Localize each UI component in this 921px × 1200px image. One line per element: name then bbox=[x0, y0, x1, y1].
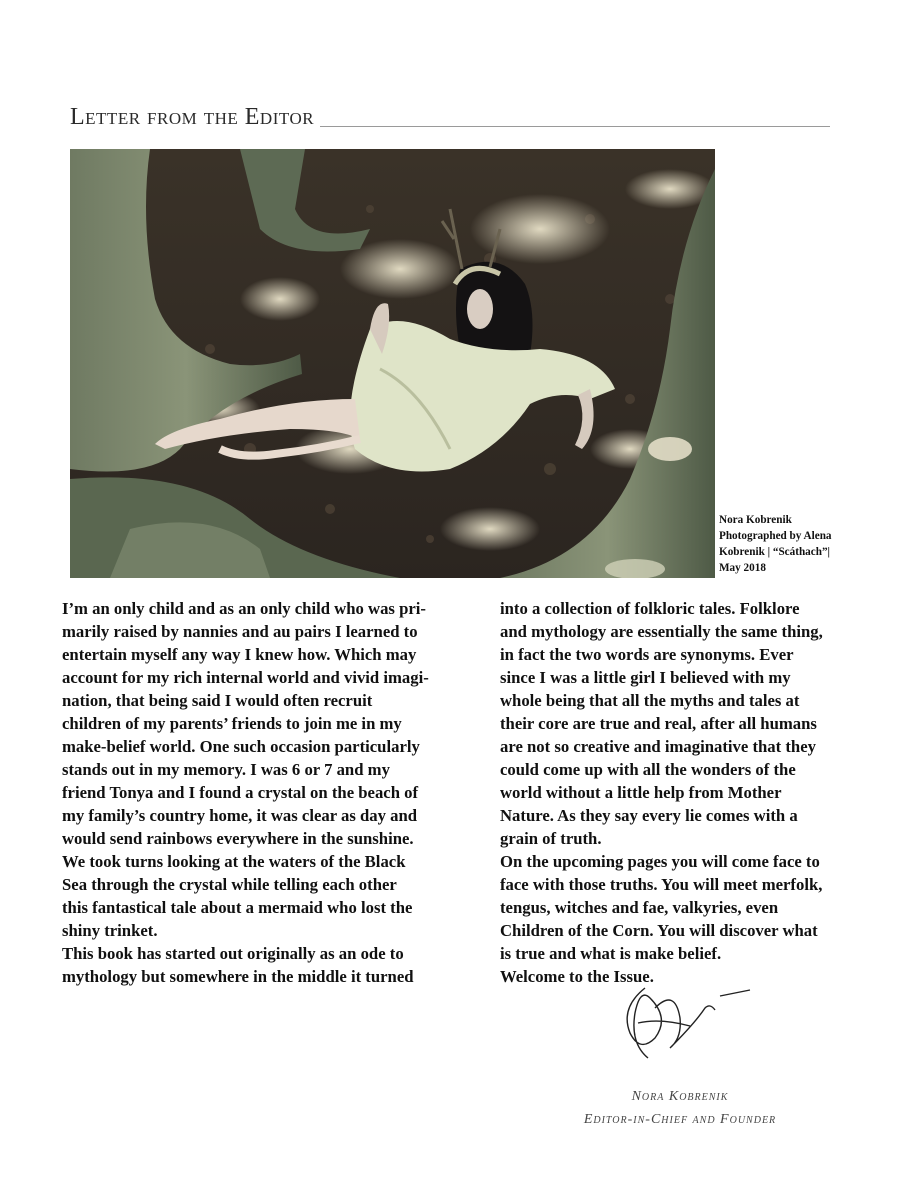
editor-name: Nora Kobrenik bbox=[631, 1089, 729, 1104]
caption-credit: Photographed by Alena bbox=[719, 530, 832, 542]
caption-date: May 2018 bbox=[719, 562, 766, 574]
editor-photo bbox=[70, 149, 715, 578]
section-title: Letter from the Editor bbox=[70, 104, 315, 130]
editor-role: Editor-in-Chief and Founder bbox=[583, 1112, 777, 1127]
letter-body-right: into a collection of folkloric tales. Folklore and mythology are essentially the same thing, in fact the two words are synonyms. Ever since I was a little girl I believed with my whole being that all the myths and tales at their core are true and real, after all humans are not so creative and imaginative that they could come up with all the wonders of the world without a little help from Mother Nature. As they say every lie comes with a grain of truth. On the upcoming pages you will come face to face with those truths. You will meet merfolk, tengus, witches and fae, valkyries, even Children of the Corn. You will discover what is true and what is make belief. Welcome to the Issue. bbox=[500, 599, 823, 986]
caption-credit-cont: Kobrenik | “Scáthach”| bbox=[719, 546, 831, 558]
letter-header bbox=[70, 104, 830, 130]
caption-model: Nora Kobrenik bbox=[719, 514, 792, 526]
photo-caption bbox=[719, 512, 899, 576]
signoff bbox=[560, 1085, 800, 1131]
forest-portrait-image bbox=[70, 149, 715, 578]
letter-body-left: I’m an only child and as an only child who was pri- marily raised by nannies and au pairs I learned to entertain myself any way I knew how. Which may account for my rich internal world and vivid imagi- nation, that being said I would often recruit children of my parents’ friends to join me in my make-belief world. One such occasion particularly stands out in my memory. I was 6 or 7 and my friend Tonya and I found a crystal on the beach of my family’s country home, it was clear as day and would send rainbows everywhere in the sunshine. We took turns looking at the waters of the Black Sea through the crystal while telling each other this fantastical tale about a mermaid who lost the shiny trinket. This book has started out originally as an ode to mythology but somewhere in the middle it turned bbox=[62, 599, 429, 986]
letter-column-right bbox=[500, 597, 892, 988]
letter-column-left bbox=[62, 597, 482, 988]
handwritten-signature-icon bbox=[600, 968, 760, 1068]
header-rule bbox=[320, 126, 830, 127]
